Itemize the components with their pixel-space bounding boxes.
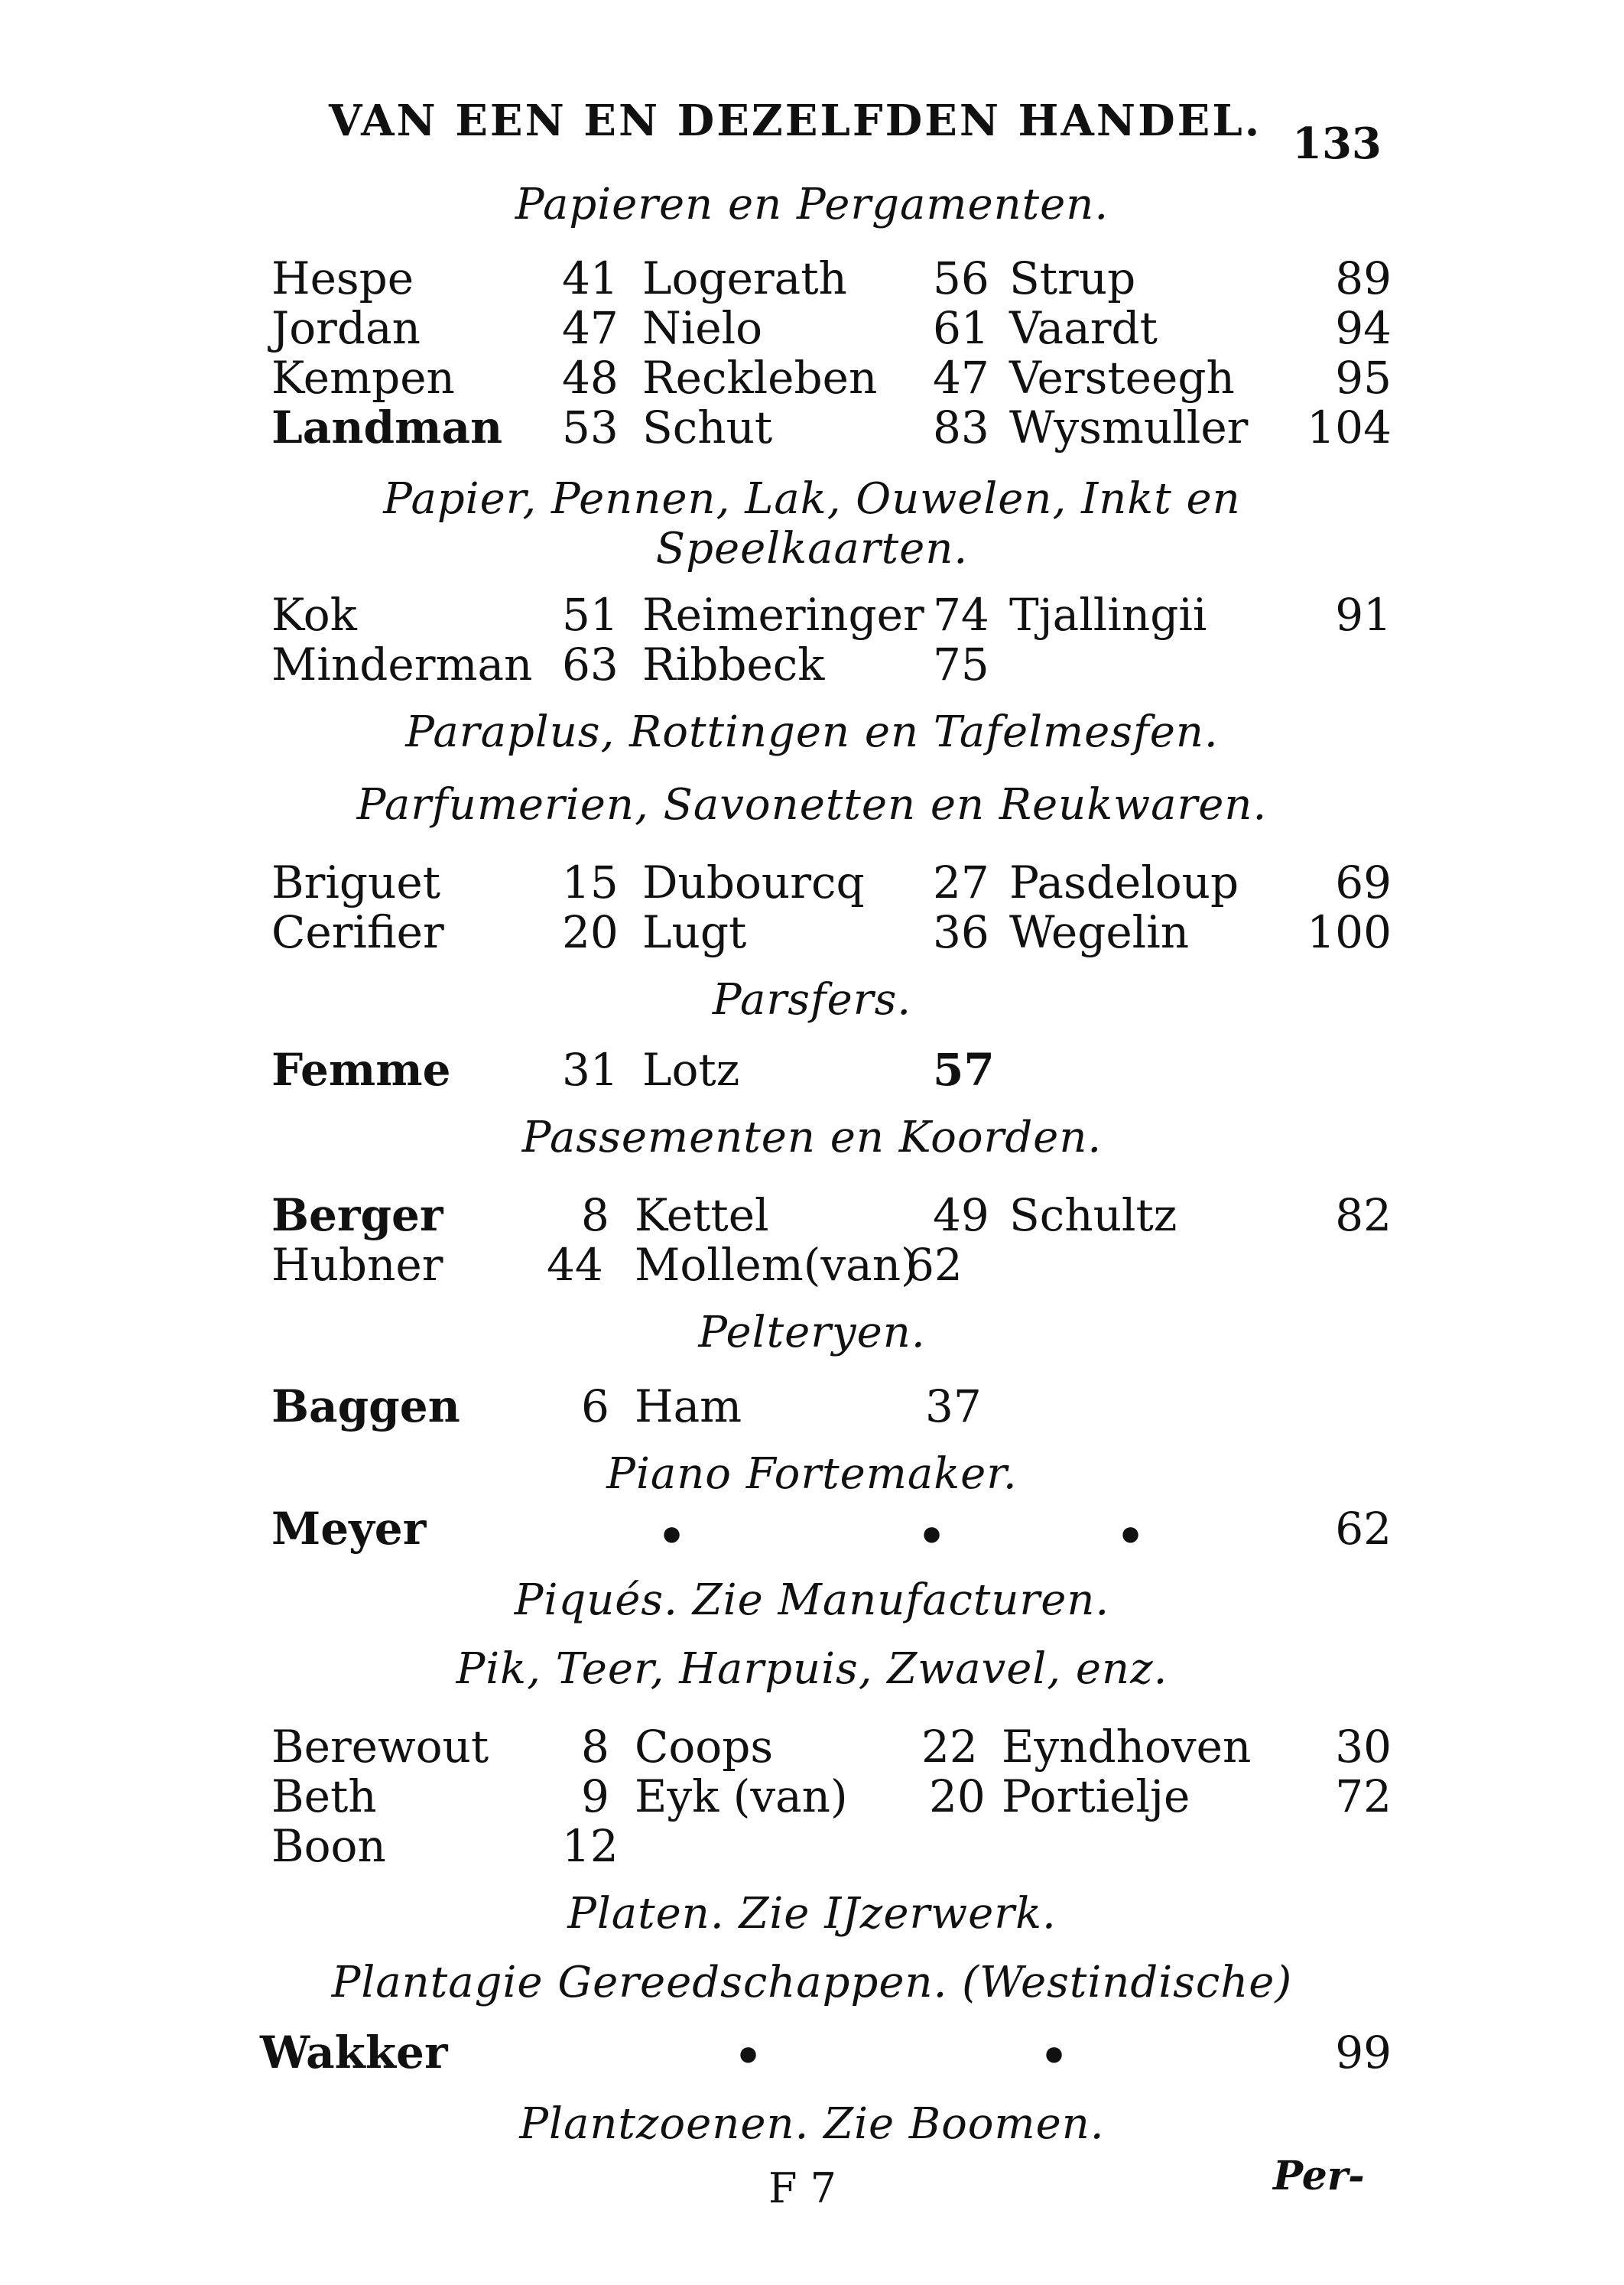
leader-dot: •: [1040, 2030, 1069, 2082]
leader-row: [0, 1503, 1624, 1555]
entry-name: Kettel: [635, 1189, 769, 1241]
entry-name: Berger: [271, 1189, 443, 1241]
section-heading: Paraplus, Rottingen en Tafelmesfen.: [405, 707, 1219, 757]
entry-name: Beth: [271, 1770, 377, 1822]
entry-number: 72: [1335, 1770, 1392, 1822]
entry-name: Eyndhoven: [1002, 1721, 1252, 1773]
entry-number: 100: [1307, 906, 1392, 958]
entry-number: 61: [933, 302, 989, 354]
entry-name: Wakker: [260, 2027, 448, 2079]
entry-number: 27: [933, 856, 989, 908]
entry-number: 82: [1335, 1189, 1392, 1241]
entry-number: 8: [581, 1189, 609, 1241]
section-heading: Plantzoenen. Zie Boomen.: [519, 2099, 1105, 2149]
entry-number: 75: [933, 639, 989, 691]
table-row: [0, 639, 1624, 691]
entry-name: Pasdeloup: [1009, 856, 1239, 908]
entry-number: 94: [1335, 302, 1392, 354]
entry-number: 15: [562, 856, 619, 908]
entry-name: Hubner: [271, 1239, 443, 1291]
entry-name: Berewout: [271, 1721, 489, 1773]
table-row: [0, 302, 1624, 354]
entry-name: Tjallingii: [1009, 589, 1207, 641]
entry-number: 56: [933, 252, 989, 304]
entry-name: Landman: [271, 401, 503, 453]
signature-mark: F 7: [768, 2164, 836, 2212]
section-heading: Papieren en Pergamenten.: [515, 180, 1109, 229]
entry-name: Lotz: [642, 1044, 740, 1096]
entry-name: Baggen: [271, 1380, 460, 1432]
entry-number: 41: [562, 252, 619, 304]
page-number: 133: [1292, 119, 1382, 169]
leader-dot: •: [658, 1510, 687, 1562]
table-row: [0, 1820, 1624, 1872]
table-row: [0, 352, 1624, 404]
entry-number: 91: [1335, 589, 1392, 641]
catchword: Per-: [1273, 2153, 1365, 2199]
entry-number: 83: [933, 401, 989, 453]
entry-number: 44: [547, 1239, 603, 1291]
entry-number: 63: [562, 639, 619, 691]
table-row: [0, 1721, 1624, 1773]
entry-name: Minderman: [271, 639, 533, 691]
entry-number: 9: [581, 1770, 609, 1822]
entry-name: Ham: [635, 1380, 742, 1432]
entry-name: Dubourcq: [642, 856, 865, 908]
entry-name: Jordan: [271, 302, 421, 354]
entry-number: 37: [925, 1380, 982, 1432]
entry-name: Ribbeck: [642, 639, 825, 691]
table-row: [0, 1044, 1624, 1096]
section-heading: Parfumerien, Savonetten en Reukwaren.: [356, 780, 1268, 830]
entry-number: 62: [906, 1239, 963, 1291]
section-heading: Passementen en Koorden.: [521, 1113, 1103, 1162]
entry-name: Mollem(van): [635, 1239, 918, 1291]
entry-number: 47: [562, 302, 619, 354]
entry-number: 36: [933, 906, 989, 958]
entry-number: 12: [562, 1820, 619, 1872]
leader-dot: •: [734, 2030, 763, 2082]
entry-name: Portielje: [1002, 1770, 1190, 1822]
entry-name: Vaardt: [1009, 302, 1158, 354]
table-row: [0, 1380, 1624, 1432]
entry-name: Nielo: [642, 302, 763, 354]
entry-name: Lugt: [642, 906, 747, 958]
entry-number: 8: [581, 1721, 609, 1773]
entry-name: Versteegh: [1009, 352, 1235, 404]
entry-name: Reimeringer: [642, 589, 924, 641]
entry-number: 48: [562, 352, 619, 404]
entry-number: 69: [1335, 856, 1392, 908]
entry-number: 57: [933, 1044, 995, 1096]
entry-number: 6: [581, 1380, 609, 1432]
entry-number: 53: [562, 401, 619, 453]
entry-number: 31: [562, 1044, 619, 1096]
entry-name: Schut: [642, 401, 773, 453]
table-row: [0, 906, 1624, 958]
entry-number: 20: [929, 1770, 986, 1822]
leader-dot: •: [918, 1510, 947, 1562]
entry-number: 22: [921, 1721, 978, 1773]
entry-name: Wegelin: [1009, 906, 1190, 958]
section-heading: Plantagie Gereedschappen. (Westindische): [331, 1958, 1293, 2007]
entry-number: 47: [933, 352, 989, 404]
entry-name: Logerath: [642, 252, 847, 304]
entry-name: Wysmuller: [1009, 401, 1249, 453]
table-row: [0, 589, 1624, 641]
table-row: [0, 1239, 1624, 1291]
entry-name: Coops: [635, 1721, 774, 1773]
table-row: [0, 1770, 1624, 1822]
leader-dot: •: [1116, 1510, 1145, 1562]
section-heading: Papier, Pennen, Lak, Ouwelen, Inkt en: [383, 474, 1241, 524]
entry-name: Reckleben: [642, 352, 878, 404]
section-heading: Pelteryen.: [698, 1308, 926, 1357]
table-row: [0, 856, 1624, 908]
section-heading: Platen. Zie IJzerwerk.: [567, 1889, 1057, 1939]
entry-number: 104: [1307, 401, 1392, 453]
table-row: [0, 252, 1624, 304]
leader-row: [0, 2027, 1624, 2079]
entry-name: Boon: [271, 1820, 386, 1872]
running-header: VAN EEN EN DEZELFDEN HANDEL.: [329, 96, 1262, 146]
entry-number: 89: [1335, 252, 1392, 304]
entry-number: 49: [933, 1189, 989, 1241]
entry-number: 62: [1335, 1503, 1392, 1555]
entry-name: Kempen: [271, 352, 455, 404]
entry-name: Schultz: [1009, 1189, 1177, 1241]
entry-name: Briguet: [271, 856, 441, 908]
entry-number: 51: [562, 589, 619, 641]
section-heading: Piqués. Zie Manufacturen.: [514, 1575, 1110, 1625]
section-heading: Pik, Teer, Harpuis, Zwavel, enz.: [456, 1644, 1168, 1694]
entry-name: Hespe: [271, 252, 414, 304]
entry-number: 99: [1335, 2027, 1392, 2079]
entry-name: Femme: [271, 1044, 451, 1096]
table-row: [0, 1189, 1624, 1241]
section-heading: Parsfers.: [712, 975, 912, 1025]
table-row: [0, 401, 1624, 453]
entry-number: 20: [562, 906, 619, 958]
entry-name: Strup: [1009, 252, 1136, 304]
entry-number: 74: [933, 589, 989, 641]
entry-name: Kok: [271, 589, 357, 641]
entry-number: 95: [1335, 352, 1392, 404]
section-heading-continued: Speelkaarten.: [655, 524, 969, 574]
entry-number: 30: [1335, 1721, 1392, 1773]
entry-name: Eyk (van): [635, 1770, 848, 1822]
entry-name: Cerifier: [271, 906, 444, 958]
entry-name: Meyer: [271, 1503, 427, 1555]
section-heading: Piano Fortemaker.: [606, 1449, 1018, 1499]
